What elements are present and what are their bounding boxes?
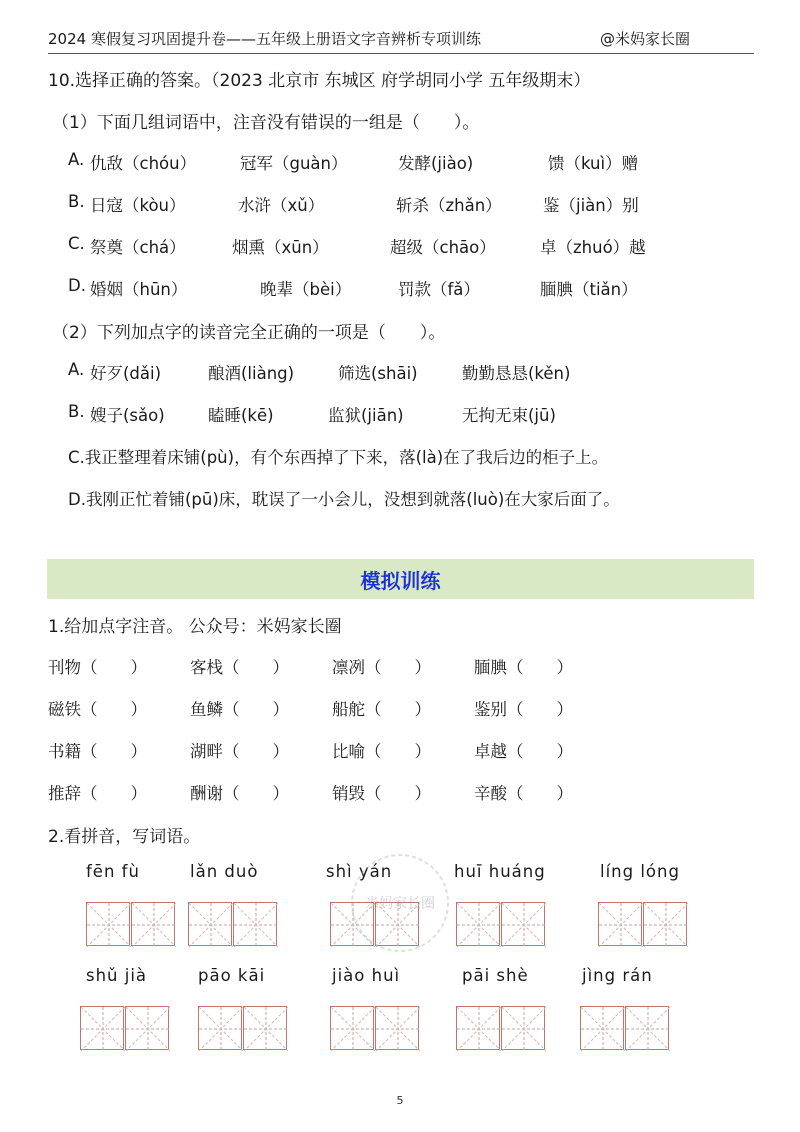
word-blank: 销毁（ ） — [332, 784, 431, 803]
option-label: A. — [68, 360, 85, 379]
pinyin-label: pāo kāi — [198, 966, 266, 985]
word-blank: 辛酸（ ） — [474, 784, 573, 803]
writing-box — [501, 1006, 545, 1050]
pinyin-label: líng lóng — [600, 862, 680, 881]
word-blank: 客栈（ ） — [190, 658, 289, 677]
option-item: 无拘无束(jū) — [462, 406, 556, 425]
writing-box — [375, 1006, 419, 1050]
writing-box — [80, 1006, 124, 1050]
writing-box — [580, 1006, 624, 1050]
pinyin-label: jìng rán — [582, 966, 653, 985]
writing-box — [501, 902, 545, 946]
word-blank: 酬谢（ ） — [190, 784, 289, 803]
writing-box — [125, 1006, 169, 1050]
option-item: 酿酒(liàng) — [208, 364, 295, 383]
option-item: 鉴（jiàn）别 — [543, 196, 639, 215]
option-item: 罚款（fǎ） — [398, 280, 480, 299]
question-1-title: 1.给加点字注音。 公众号：米妈家长圈 — [48, 617, 342, 637]
header-divider — [48, 53, 754, 54]
option-item: 嫂子(sǎo) — [90, 406, 165, 425]
word-blank: 凛冽（ ） — [332, 658, 431, 677]
word-blank: 磁铁（ ） — [48, 700, 147, 719]
watermark-text: 米妈家长圈 — [365, 896, 435, 912]
pinyin-label: fēn fù — [86, 862, 140, 881]
option-item: 瞌睡(kē) — [208, 406, 274, 425]
option-item: 祭奠（chá） — [90, 238, 186, 257]
section-banner-title: 模拟训练 — [360, 569, 441, 593]
pinyin-label: pāi shè — [462, 966, 529, 985]
question-10-title: 10.选择正确的答案。（2023 北京市 东城区 府学胡同小学 五年级期末） — [48, 71, 591, 91]
writing-box — [243, 1006, 287, 1050]
writing-box — [188, 902, 232, 946]
option-item: 烟熏（xūn） — [232, 238, 329, 257]
writing-box — [456, 1006, 500, 1050]
page-number: 5 — [396, 1094, 404, 1107]
option-item: 婚姻（hūn） — [90, 280, 188, 299]
writing-box — [643, 902, 687, 946]
option-item: 勤勤恳恳(kěn) — [462, 364, 571, 383]
option-item: 发酵(jiào) — [398, 154, 474, 173]
writing-box — [456, 902, 500, 946]
writing-box — [131, 902, 175, 946]
option-item: 仇敌（chóu） — [90, 154, 197, 173]
option-item: 斩杀（zhǎn） — [396, 196, 502, 215]
option-item: 好歹(dǎi) — [90, 364, 162, 383]
pinyin-label: jiào huì — [332, 966, 401, 985]
word-blank: 船舵（ ） — [332, 700, 431, 719]
writing-box — [198, 1006, 242, 1050]
question-10-part2-prompt: （2）下列加点字的读音完全正确的一项是（ ）。 — [52, 323, 446, 343]
word-blank: 书籍（ ） — [48, 742, 147, 761]
writing-box — [375, 902, 419, 946]
section-banner — [47, 559, 754, 599]
option-item: 筛选(shāi) — [338, 364, 418, 383]
option-label: B. — [68, 402, 85, 421]
word-blank: 刊物（ ） — [48, 658, 147, 677]
option-label: A. — [68, 150, 85, 169]
writing-box — [233, 902, 277, 946]
option-item: 腼腆（tiǎn） — [540, 280, 638, 299]
pinyin-label: huī huáng — [454, 862, 546, 881]
word-blank: 卓越（ ） — [474, 742, 573, 761]
word-blank: 比喻（ ） — [332, 742, 431, 761]
writing-box — [330, 902, 374, 946]
option-item: 水浒（xǔ） — [238, 196, 325, 215]
option-item: 日寇（kòu） — [90, 196, 186, 215]
option-item: 监狱(jiān) — [328, 406, 404, 425]
pinyin-label: shǔ jià — [86, 966, 148, 985]
writing-box — [625, 1006, 669, 1050]
option-label: D. — [68, 276, 86, 295]
option-item: 晚辈（bèi） — [260, 280, 352, 299]
writing-box — [330, 1006, 374, 1050]
pinyin-label: lǎn duò — [190, 862, 259, 881]
option-item: 卓（zhuó）越 — [540, 238, 646, 257]
question-10-part1-prompt: （1）下面几组词语中，注音没有错误的一组是（ ）。 — [52, 113, 480, 133]
writing-box — [598, 902, 642, 946]
word-blank: 推辞（ ） — [48, 784, 147, 803]
word-blank: 湖畔（ ） — [190, 742, 289, 761]
question-2-title: 2.看拼音，写词语。 — [48, 827, 201, 847]
word-blank: 鉴别（ ） — [474, 700, 573, 719]
option-label: C. — [68, 234, 85, 253]
option-label: B. — [68, 192, 85, 211]
option-d-text: D.我刚正忙着铺(pū)床，耽误了一小会儿，没想到就落(luò)在大家后面了。 — [68, 490, 620, 509]
option-item: 超级（chāo） — [390, 238, 496, 257]
writing-box — [86, 902, 130, 946]
option-item: 馈（kuì）赠 — [548, 154, 639, 173]
header-title: 2024 寒假复习巩固提升卷——五年级上册语文字音辨析专项训练 — [48, 30, 481, 48]
word-blank: 腼腆（ ） — [474, 658, 573, 677]
header-brand: @米妈家长圈 — [600, 30, 691, 48]
word-blank: 鱼鳞（ ） — [190, 700, 289, 719]
option-c-text: C.我正整理着床铺(pù)，有个东西掉了下来，落(là)在了我后边的柜子上。 — [68, 448, 609, 467]
pinyin-label: shì yán — [326, 862, 393, 881]
option-item: 冠军（guàn） — [240, 154, 348, 173]
